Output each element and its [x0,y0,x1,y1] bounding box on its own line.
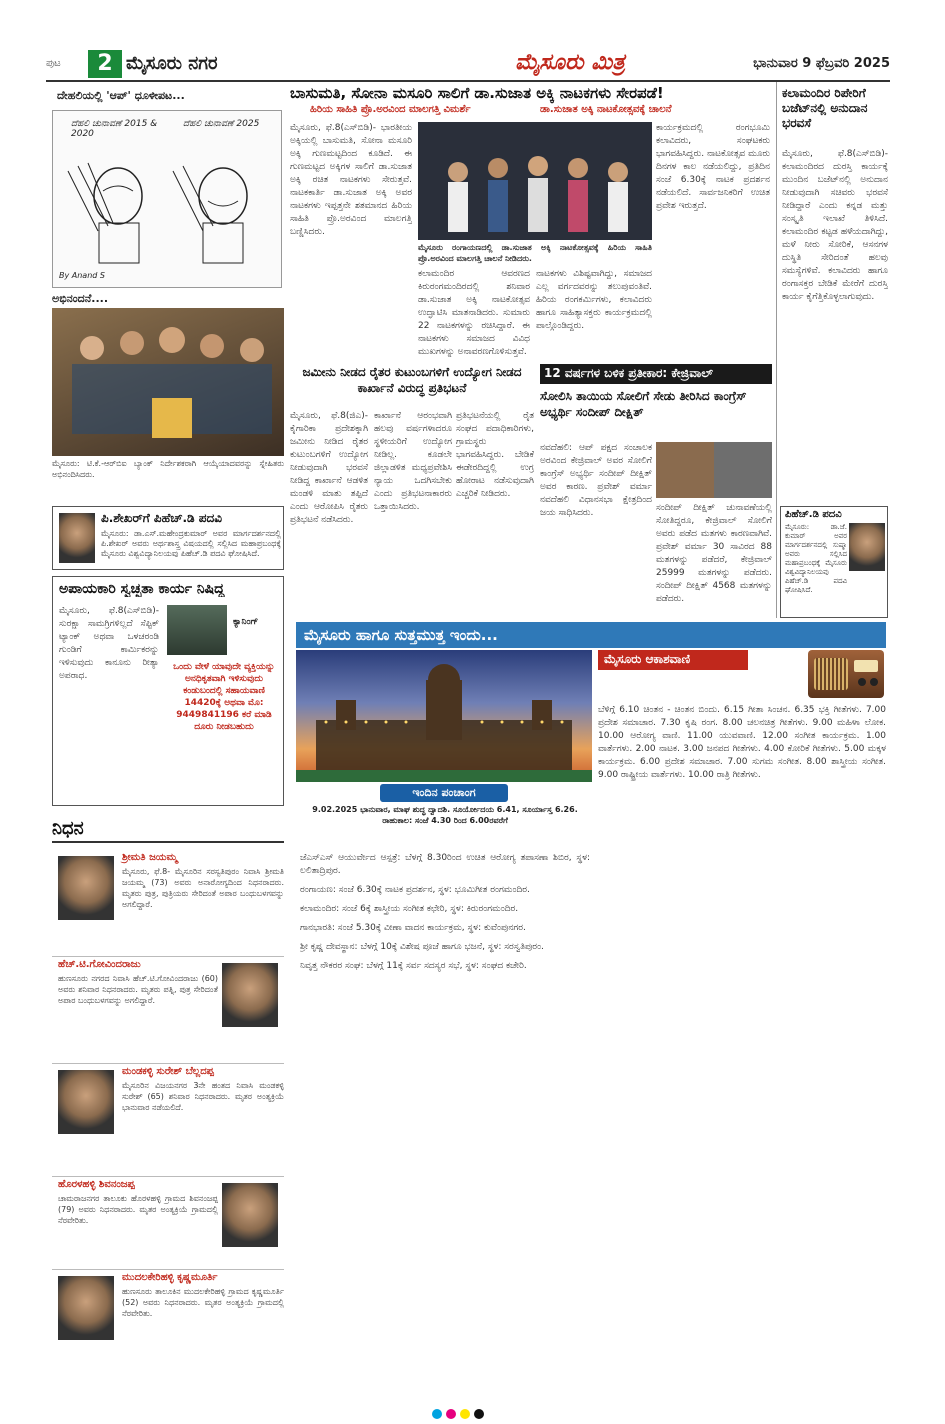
farmers-col-3: ಪ್ರತಿಭಟನೆಯಲ್ಲಿ ರೈತ ಸಂಘದ ಪದಾಧಿಕಾರಿಗಳು, ಗ್ರಾಮಸ್ಥರು ಭಾಗವಹಿಸಿದ್ದರು. ಬೇಡಿಕೆ ಈಡೇರದಿದ್ದಲ್ಲಿ ಉಗ್ರ ಹೋರಾಟ ನಡೆಸುವುದಾಗಿ ಎಚ್ಚರಿಕೆ ನೀಡಿದರು. [456,411,534,499]
phd-left-title: ಪಿ.ಶೇಖರ್‌ಗೆ ಪಿಹೆಚ್.ಡಿ ಪದವಿ [101,511,222,525]
lead-kicker-1: ಹಿರಿಯ ಸಾಹಿತಿ ಪ್ರೊ.ಅರವಿಂದ ಮಾಲಗತ್ತಿ ವಿಮರ್ಶೆ [310,104,471,115]
lead-col-3: ನಾಟಕಗಳು ವಿಶಿಷ್ಟವಾಗಿದ್ದು, ಸಮಾಜದ ಎಲ್ಲ ವರ್ಗದವರನ್ನು ತಲುಪುವಂತಿವೆ. ಹಿರಿಯ ರಂಗಕರ್ಮಿಗಳು, ಕಲಾವಿದರು ಹಾಗೂ ಸಾಹಿತ್ಯಾಸಕ್ತರು ಕಾರ್ಯಕ್ರಮದಲ್ಲಿ ಪಾಲ್ಗೊಂಡಿದ್ದರು. [536,269,652,331]
cartoon-right-caption: ದೆಹಲಿ ಚುನಾವಣೆ 2025 [183,119,260,129]
obituary-photo [58,856,114,920]
event-item: ಗಾನಭಾರತಿ: ಸಂಜೆ 5.30ಕ್ಕೆ ವೀಣಾ ವಾದನ ಕಾರ್ಯಕ್ರಮ, ಸ್ಥಳ: ಕುವೆಂಪುನಗರ. [300,923,526,933]
lead-col-4: ಕಾರ್ಯಕ್ರಮದಲ್ಲಿ ರಂಗಭೂಮಿ ಕಲಾವಿದರು, ಸಂಘಟಕರು ಭಾಗವಹಿಸಿದ್ದರು. ನಾಟಕೋತ್ಸವ ಮೂರು ದಿನಗಳ ಕಾಲ ನಡೆಯಲಿದ್ದು, ಪ್ರತಿದಿನ ಸಂಜೆ 6.30ಕ್ಕೆ ನಾಟಕ ಪ್ರದರ್ಶನ ನಡೆಯಲಿದೆ. ಸಾರ್ವಜನಿಕರಿಗೆ ಉಚಿತ ಪ್ರವೇಶ ಇರುತ್ತದೆ. [656,123,770,211]
obituary-item [52,1177,284,1270]
event-item: ರಂಗಾಯಣ: ಸಂಜೆ 6.30ಕ್ಕೆ ನಾಟಕ ಪ್ರದರ್ಶನ, ಸ್ಥಳ: ಭೂಮಿಗೀತ ರಂಗಮಂದಿರ. [300,885,530,895]
sanitation-stamp: ಕ್ಯಾನಿಂಗ್ [233,617,259,627]
obituary-photo [222,963,278,1027]
obituary-text: ಹುಣಸೂರು ನಗರದ ನಿವಾಸಿ ಹೆಚ್.ಟಿ.ಗೋವಿಂದರಾಜು (60) ಅವರು ಶನಿವಾರ ನಿಧನರಾದರು. ಮೃತರು ಪತ್ನಿ, ಪುತ್ರ ಸೇರಿದಂತೆ ಅಪಾರ ಬಂಧುಬಳಗವನ್ನು ಅಗಲಿದ್ದಾರೆ. [58,974,218,1005]
farmers-headline: ಜಮೀನು ನೀಡದ ರೈತರ ಕುಟುಂಬಗಳಿಗೆ ಉದ್ಯೋಗ ನೀಡದ ಕಾರ್ಖಾನೆ ವಿರುದ್ಧ ಪ್ರತಿಭಟನೆ [302,365,522,395]
event-item: ಜೆಎಸ್‌ಎಸ್ ಆಯುರ್ವೇದ ಆಸ್ಪತ್ರೆ: ಬೆಳಗ್ಗೆ 8.30ರಿಂದ ಉಚಿತ ಆರೋಗ್ಯ ತಪಾಸಣಾ ಶಿಬಿರ, ಸ್ಥಳ: ಲಲಿತಾದ್ರಿಪುರ. [300,853,590,876]
obituary-name: ಹೊರಳಹಳ್ಳಿ ಶಿವನಂಜಪ್ಪ [58,1179,135,1190]
phd-right-text: ಮೈಸೂರು: ಡಾ.ಜೆ. ಕುಮಾರ್ ಅವರ ಮಾರ್ಗದರ್ಶನದಲ್ಲಿ ಸುಷ್ಮಾ ಅವರು ಸಲ್ಲಿಸಿದ ಮಹಾಪ್ರಬಂಧಕ್ಕೆ ಮೈಸೂರು ವಿಶ್ವವಿದ್ಯಾನಿಲಯವು ಪಿಹೆಚ್.ಡಿ ಪದವಿ ಘೋಷಿಸಿದೆ. [785,523,847,594]
phd-left-photo [59,513,95,563]
radio-icon [808,650,884,698]
obituary-item [52,850,284,957]
obituary-name: ಶ್ರೀಮತಿ ಜಯಮ್ಮ [122,852,178,863]
cartoon-drawing [63,151,273,271]
dateline: ಭಾನುವಾರ 9 ಫೆಬ್ರವರಿ 2025 [753,56,890,71]
event-item: ನಿವೃತ್ತ ನೌಕರರ ಸಂಘ: ಬೆಳಗ್ಗೆ 11ಕ್ಕೆ ಸರ್ವ ಸದಸ್ಯರ ಸಭೆ, ಸ್ಥಳ: ಸಂಘದ ಕಚೇರಿ. [300,961,527,971]
obituary-text: ಹುಣಸೂರು ತಾಲೂಕಿನ ಮುದಲಕೇರಿಹಳ್ಳಿ ಗ್ರಾಮದ ಕೃಷ್ಣಮೂರ್ತಿ (52) ಅವರು ನಿಧನರಾದರು. ಮೃತರ ಅಂತ್ಯಕ್ರಿಯೆ ಗ್ರಾಮದಲ್ಲಿ ನೆರವೇರಿತು. [122,1287,284,1318]
obituary-item [52,1270,284,1370]
panchanga-text: 9.02.2025 ಭಾನುವಾರ, ಮಾಘ ಶುದ್ಧ ದ್ವಾದಶಿ. ಸೂರ್ಯೋದಯ 6.41, ಸೂರ್ಯಾಸ್ತ 6.26. ರಾಹುಕಾಲ: ಸಂಜೆ 4.30 ರಿಂದ 6.00ರವರೆಗೆ [312,805,578,825]
palace-image [296,650,592,782]
sanitation-title: ಅಪಾಯಕಾರಿ ಸ್ವಚ್ಛತಾ ಕಾರ್ಯ ನಿಷಿದ್ಧ [59,581,225,597]
phd-right-photo [849,523,885,571]
radio-text: ಬೆಳಿಗ್ಗೆ 6.10 ಚಿಂತನ - ಚಿಂತನ ಬಿಂದು. 6.15 ಗೀತಾ ಸಿಂಚನ. 6.35 ಭಕ್ತಿ ಗೀತೆಗಳು. 7.00 ಪ್ರದೇಶ ಸಮಾಚಾರ. 7.30 ಕೃಷಿ ರಂಗ. 8.00 ಚಲನಚಿತ್ರ ಗೀತೆಗಳು. 9.00 ಮಹಿಳಾ ಲೋಕ. 10.00 ಆರೋಗ್ಯ ವಾಣಿ. 11.00 ಯುವವಾಣಿ. 12.00 ಸಂಗೀತ ಕಾರ್ಯಕ್ರಮ. 1.00 ವಾರ್ತೆಗಳು. 2.00 ನಾಟಕ. 3.00 ಜನಪದ ಗೀತೆಗಳು. 4.00 ಕೋರಿಕೆ ಗೀತೆಗಳು. 5.00 ಮಕ್ಕಳ ಕಾರ್ಯಕ್ರಮ. 6.00 ಪ್ರದೇಶ ಸಮಾಚಾರ. 7.00 ಸುಗಮ ಸಂಗೀತ. 8.00 ಶಾಸ್ತ್ರೀಯ ಸಂಗೀತ. 9.00 ರಾಷ್ಟ್ರೀಯ ವಾರ್ತೆಗಳು. 10.00 ರಾತ್ರಿ ಗೀತೆಗಳು. [598,705,886,780]
cartoon-box [52,89,282,288]
lead-photo-caption: ಮೈಸೂರು ರಂಗಾಯಣದಲ್ಲಿ ಡಾ.ಸುಜಾತ ಅಕ್ಕಿ ನಾಟಕೋತ್ಸವಕ್ಕೆ ಹಿರಿಯ ಸಾಹಿತಿ ಪ್ರೊ.ಅರವಿಂದ ಮಾಲಗತ್ತಿ ಚಾಲನೆ ನೀಡಿದರು. [418,243,652,263]
event-item: ಶ್ರೀ ಕೃಷ್ಣ ದೇವಸ್ಥಾನ: ಬೆಳಗ್ಗೆ 10ಕ್ಕೆ ವಿಶೇಷ ಪೂಜೆ ಹಾಗೂ ಭಜನೆ, ಸ್ಥಳ: ಸರಸ್ವತಿಪುರಂ. [300,942,544,952]
obituary-photo [58,1070,114,1134]
farmers-col-1: ಮೈಸೂರು, ಫೆ.8(ಜಿಎ)- ಕೈಗಾರಿಕಾ ಪ್ರದೇಶಕ್ಕಾಗಿ ಜಮೀನು ನೀಡಿದ ರೈತರ ಕುಟುಂಬಗಳಿಗೆ ಉದ್ಯೋಗ ನೀಡುವುದಾಗಿ ಭರವಸೆ ನೀಡಿದ್ದ ಕಾರ್ಖಾನೆ ಆಡಳಿತ ಮಂಡಳಿ ಮಾತು ತಪ್ಪಿದೆ ಎಂದು ಆರೋಪಿಸಿ ರೈತರು ಪ್ರತಿಭಟನೆ ನಡೆಸಿದರು. [290,411,368,525]
obituary-text: ಮೈಸೂರಿನ ವಿಜಯನಗರ 3ನೇ ಹಂತದ ನಿವಾಸಿ ಮಂಡಕಳ್ಳಿ ಸುರೇಶ್ (65) ಶನಿವಾರ ನಿಧನರಾದರು. ಮೃತರ ಅಂತ್ಯಕ್ರಿಯೆ ಭಾನುವಾರ ನಡೆಯಲಿದೆ. [122,1081,284,1112]
obituary-name: ಮಂಡಕಳ್ಳಿ ಸುರೇಶ್ ಬೆಲ್ಲದಪ್ಪ [122,1066,214,1077]
obituary-item [52,1064,284,1177]
phd-right-title: ಪಿಹೆಚ್.ಡಿ ಪದವಿ [785,509,842,520]
lead-kicker-2: ಡಾ.ಸುಜಾತ ಅಕ್ಕಿ ನಾಟಕೋತ್ಸವಕ್ಕೆ ಚಾಲನೆ [540,104,672,115]
obituary-photo [222,1183,278,1247]
page-number: 2 [88,50,122,78]
obituary-name: ಮುದಲಕೇರಿಹಳ್ಳಿ ಕೃಷ್ಣಮೂರ್ತಿ [122,1272,218,1283]
felicitation-photo [52,308,284,456]
farmers-col-2: ಕಾರ್ಖಾನೆ ಆರಂಭವಾಗಿ ಹಲವು ವರ್ಷಗಳಾದರೂ ಸ್ಥಳೀಯರಿಗೆ ಉದ್ಯೋಗ ನೀಡಿಲ್ಲ. ಕೂಡಲೇ ಜಿಲ್ಲಾಡಳಿತ ಮಧ್ಯಪ್ರವೇಶಿಸಿ ನ್ಯಾಯ ಒದಗಿಸಬೇಕು ಎಂದು ಪ್ರತಿಭಟನಾಕಾರರು ಒತ್ತಾಯಿಸಿದರು. [374,411,452,512]
obituary-title: ನಿಧನ [52,818,284,843]
cartoon-title: ದೇಹಲಿಯಲ್ಲಿ 'ಆಪ್' ಧೂಳೀಪಟ... [57,89,185,102]
print-marks [430,1404,520,1416]
obituary-item [52,957,284,1064]
masthead: ಮೈಸೂರು ಮಿತ್ರ [515,50,625,75]
section-name: ಮೈಸೂರು ನಗರ [126,53,218,74]
obituary-list [52,850,284,1390]
phd-left-box [52,506,284,570]
page-label: ಪುಟ [46,50,72,78]
col-divider-right [776,82,777,618]
kejriwal-headline-top: 12 ವರ್ಷಗಳ ಬಳಿಕ ಪ್ರತೀಕಾರ: ಕೇಜ್ರಿವಾಲ್ [540,364,772,384]
kalamandira-text: ಮೈಸೂರು, ಫೆ.8(ಎಸ್‌ಬಿಡಿ)- ಕಲಾಮಂದಿರದ ದುರಸ್ತಿ ಕಾರ್ಯಕ್ಕೆ ಮುಂದಿನ ಬಜೆಟ್‌ನಲ್ಲಿ ಅನುದಾನ ನೀಡುವುದಾಗಿ ಸಚಿವರು ಭರವಸೆ ನೀಡಿದ್ದಾರೆ ಎಂದು ಕನ್ನಡ ಮತ್ತು ಸಂಸ್ಕೃತಿ ಇಲಾಖೆ ತಿಳಿಸಿದೆ. ಕಲಾಮಂದಿರ ಕಟ್ಟಡ ಹಳೆಯದಾಗಿದ್ದು, ಮಳೆ ನೀರು ಸೋರಿಕೆ, ಆಸನಗಳ ದುಸ್ಥಿತಿ ಸೇರಿದಂತೆ ಹಲವು ಸಮಸ್ಯೆಗಳಿವೆ. ಕಲಾವಿದರು ಹಾಗೂ ರಂಗಾಸಕ್ತರ ಬೇಡಿಕೆ ಮೇರೆಗೆ ದುರಸ್ತಿ ಕಾರ್ಯ ಕೈಗೆತ್ತಿಕೊಳ್ಳಲಾಗುವುದು. [782,149,888,302]
lead-col-2: ಕಲಾಮಂದಿರ ಆವರಣದ ಕಿರುರಂಗಮಂದಿರದಲ್ಲಿ ಶನಿವಾರ ಡಾ.ಸುಜಾತ ಅಕ್ಕಿ ನಾಟಕೋತ್ಸವ ಉದ್ಘಾಟಿಸಿ ಮಾತನಾಡಿದರು. ಸುಮಾರು 22 ನಾಟಕಗಳನ್ನು ರಚಿಸಿದ್ದಾರೆ. ಈ ನಾಟಕಗಳು ಸಮಾಜದ ವಿವಿಧ ಮುಖಗಳನ್ನು ಅನಾವರಣಗೊಳಿಸುತ್ತವೆ. [418,269,530,357]
kejriwal-col-2: ಸಂದೀಪ್ ದೀಕ್ಷಿತ್ ಚುನಾವಣೆಯಲ್ಲಿ ಸೋತಿದ್ದರೂ, ಕೇಜ್ರಿವಾಲ್ ಸೋಲಿಗೆ ಅವರು ಪಡೆದ ಮತಗಳು ಕಾರಣವಾಗಿವೆ. ಪ್ರವೇಶ್ ವರ್ಮಾ 30 ಸಾವಿರದ 88 ಮತಗಳನ್ನು ಪಡೆದರೆ, ಕೇಜ್ರಿವಾಲ್ 25999 ಮತಗಳನ್ನು ಪಡೆದರು. ಸಂದೀಪ್ ದೀಕ್ಷಿತ್ 4568 ಮತಗಳನ್ನು ಪಡೆದರು. [656,503,772,604]
phd-right-box [780,506,888,618]
cartoon-left-caption: ದೆಹಲಿ ಚುನಾವಣೆ 2015 & 2020 [71,119,158,139]
event-item: ಕಲಾಮಂದಿರ: ಸಂಜೆ 6ಕ್ಕೆ ಶಾಸ್ತ್ರೀಯ ಸಂಗೀತ ಕಛೇರಿ, ಸ್ಥಳ: ಕಿರುರಂಗಮಂದಿರ. [300,904,519,914]
kalamandira-headline: ಕಲಾಮಂದಿರ ರಿಪೇರಿಗೆ ಬಜೆಟ್‌ನಲ್ಲಿ ಅನುದಾನ ಭರವಸೆ [782,86,868,130]
kejriwal-headline-bottom: ಸೋಲಿಸಿ ತಾಯಿಯ ಸೋಲಿಗೆ ಸೇಡು ತೀರಿಸಿದ ಕಾಂಗ್ರೆಸ್ ಅಭ್ಯರ್ಥಿ ಸಂದೀಪ್ ದೀಕ್ಷಿತ್ [540,389,747,419]
sanitation-text: ಮೈಸೂರು, ಫೆ.8(ಎಸ್‌ಬಿಡಿ)- ಸುರಕ್ಷಾ ಸಾಮಗ್ರಿಗಳಿಲ್ಲದೆ ಸೆಪ್ಟಿಕ್ ಟ್ಯಾಂಕ್ ಅಥವಾ ಒಳಚರಂಡಿ ಗುಂಡಿಗೆ ಕಾರ್ಮಿಕರನ್ನು ಇಳಿಸುವುದು ಕಾನೂನು ರೀತ್ಯಾ ಅಪರಾಧ. [59,606,159,681]
kejriwal-photo [656,442,772,498]
today-heading: ಮೈಸೂರು ಹಾಗೂ ಸುತ್ತಮುತ್ತ ಇಂದು... [296,622,886,648]
obituary-text: ಮೈಸೂರು, ಫೆ.8- ಮೈಸೂರಿನ ಸರಸ್ವತಿಪುರಂ ನಿವಾಸಿ ಶ್ರೀಮತಿ ಜಯಮ್ಮ (73) ಅವರು ಅನಾರೋಗ್ಯದಿಂದ ನಿಧನರಾದರು. ಮೃತರು ಪುತ್ರ, ಪುತ್ರಿಯರು ಸೇರಿದಂತೆ ಅಪಾರ ಬಂಧುಬಳಗವನ್ನು ಅಗಲಿದ್ದಾರೆ. [122,867,284,909]
lead-headline: ಬಾಸುಮತಿ, ಸೋನಾ ಮಸೂರಿ ಸಾಲಿಗೆ ಡಾ.ಸುಜಾತ ಅಕ್ಕಿ ನಾಟಕಗಳು ಸೇರಪಡೆ! [290,84,664,102]
kejriwal-col-1: ನವದೆಹಲಿ: ಆಪ್ ಪಕ್ಷದ ಸಂಚಾಲಕ ಅರವಿಂದ ಕೇಜ್ರಿವಾಲ್ ಅವರ ಸೋಲಿಗೆ ಕಾಂಗ್ರೆಸ್ ಅಭ್ಯರ್ಥಿ ಸಂದೀಪ್ ದೀಕ್ಷಿತ್ ಅವರ ಕಾರಣ. ಪ್ರವೇಶ್ ವರ್ಮಾ ನವದೆಹಲಿ ವಿಧಾನಸಭಾ ಕ್ಷೇತ್ರದಿಂದ ಜಯ ಸಾಧಿಸಿದರು. [540,443,652,518]
radio-heading: ಮೈಸೂರು ಆಕಾಶವಾಣಿ [598,650,748,670]
obituary-text: ಚಾಮರಾಜನಗರ ತಾಲೂಕು ಹೊರಳಹಳ್ಳಿ ಗ್ರಾಮದ ಶಿವನಂಜಪ್ಪ (79) ಅವರು ನಿಧನರಾದರು. ಮೃತರ ಅಂತ್ಯಕ್ರಿಯೆ ಗ್ರಾಮದಲ್ಲಿ ನೆರವೇರಿತು. [58,1194,218,1225]
obituary-photo [58,1276,114,1340]
sanitation-box [52,576,284,806]
sanitation-notice: ಒಂದು ವೇಳೆ ಯಾವುದೇ ವ್ಯಕ್ತಿಯನ್ನು ಅನಧಿಕೃತವಾಗಿ ಇಳಿಸುವುದು ಕಂಡುಬಂದಲ್ಲಿ ಸಹಾಯವಾಣಿ 14420ಕ್ಕೆ ಅಥವಾ ಮೊ: 9449841196 ಕರೆ ಮಾಡಿ ದೂರು ನೀಡಬಹುದು [173,662,275,732]
felicitation-title: ಅಭಿನಂದನೆ.... [52,292,109,305]
sanitation-photo [167,605,227,655]
felicitation-caption: ಮೈಸೂರು: ಟಿ.ಕೆ.-ಆರ್‌ಬಿಐ ಬ್ಯಾಂಕ್ ನಿರ್ದೇಶಕರಾಗಿ ಆಯ್ಕೆಯಾದವರನ್ನು ಸ್ನೇಹಿತರು ಅಭಿನಂದಿಸಿದರು. [52,459,284,479]
cartoon-artist: By Anand S [59,271,105,280]
lead-col-1: ಮೈಸೂರು, ಫೆ.8(ಎಸ್‌ಬಿಡಿ)- ಭಾರತೀಯ ಅಕ್ಕಿಯಲ್ಲಿ ಬಾಸುಮತಿ, ಸೋನಾ ಮಸೂರಿ ಅಕ್ಕಿ ಗುಣಮಟ್ಟದಿಂದ ಕೂಡಿದೆ. ಈ ಗುಣಮಟ್ಟದ ಅಕ್ಕಿಗಳ ಸಾಲಿಗೆ ಡಾ.ಸುಜಾತ ಅಕ್ಕಿ ರಚಿತ ನಾಟಕಗಳು ಸೇರುತ್ತವೆ. ನಾಟಕಕಾರ್ತಿ ಡಾ.ಸುಜಾತ ಅಕ್ಕಿ ಅವರ ನಾಟಕಗಳು ಇಪ್ಪತ್ತನೇ ಶತಮಾನದ ಹಿರಿಯ ಸಾಹಿತಿ ಪ್ರೊ.ಅರವಿಂದ ಮಾಲಗತ್ತಿ ಬಣ್ಣಿಸಿದರು. [290,123,412,237]
lead-photo [418,122,652,240]
phd-left-text: ಮೈಸೂರು: ಡಾ.ಎಸ್.ಮಹೇಂದ್ರಕುಮಾರ್ ಅವರ ಮಾರ್ಗದರ್ಶನದಲ್ಲಿ ಪಿ.ಶೇಖರ್ ಅವರು ಅರ್ಥಶಾಸ್ತ್ರ ವಿಷಯದಲ್ಲಿ ಸಲ್ಲಿಸಿದ ಮಹಾಪ್ರಬಂಧಕ್ಕೆ ಮೈಸೂರು ವಿಶ್ವವಿದ್ಯಾನಿಲಯವು ಪಿಹೆಚ್.ಡಿ ಪದವಿ ಘೋಷಿಸಿದೆ. [101,529,281,558]
obituary-name: ಹೆಚ್.ಟಿ.ಗೋವಿಂದರಾಜು [58,959,141,970]
panchanga-title: ಇಂದಿನ ಪಂಚಾಂಗ [380,784,508,802]
events-list [300,852,590,1392]
